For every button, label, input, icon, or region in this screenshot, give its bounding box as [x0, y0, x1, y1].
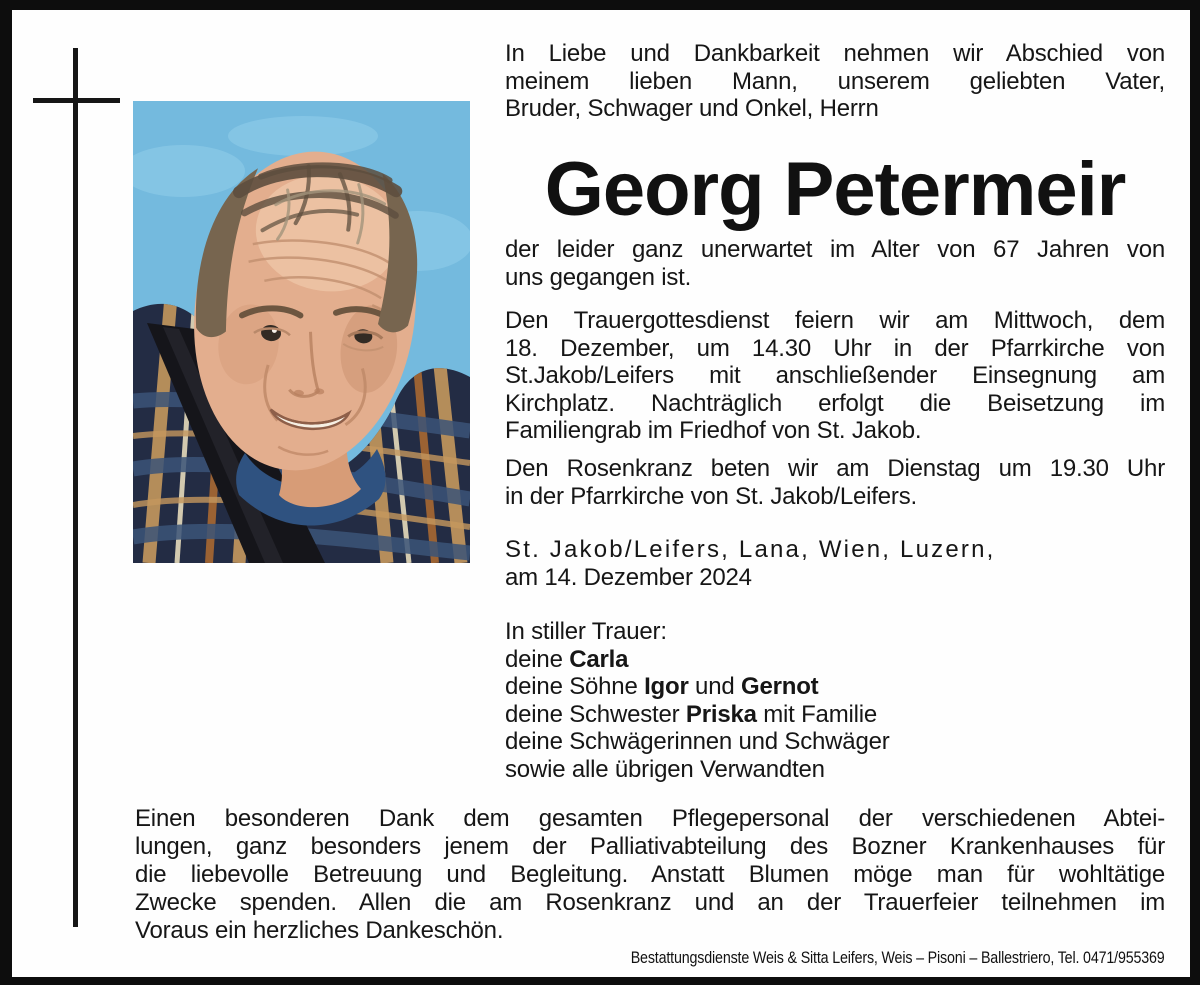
death-line: uns gegangen ist.: [505, 263, 692, 291]
places-line: St. Jakob/Leifers, Lana, Wien, Luzern,: [505, 536, 996, 563]
portrait-illustration: [133, 101, 470, 563]
thanks-line: lungen, ganz besonders jenem der Palliativabteilung des Bozner Krankenhauses für: [135, 833, 1165, 860]
intro-line: meinem lieben Mann, unserem geliebten Vater,: [505, 67, 1165, 95]
intro-paragraph: [505, 40, 1165, 123]
funeral-home-line: Bestattungsdienste Weis & Sitta Leifers, Weis – Pisoni – Ballestriero, Tel. 0471/955369: [631, 948, 1165, 967]
cross-vertical-bar: [73, 48, 78, 927]
mourners-block: [505, 618, 1165, 783]
thanks-line: Einen besonderen Dank dem gesamten Pflegepersonal der verschiedenen Abtei-: [135, 805, 1165, 832]
portrait-photo: [133, 101, 470, 563]
rosary-line: Den Rosenkranz beten wir am Dienstag um 19.30 Uhr: [505, 455, 1165, 482]
service-line: St.Jakob/Leifers mit anschließender Einsegnung am: [505, 362, 1165, 389]
intro-line: Bruder, Schwager und Onkel, Herrn: [505, 95, 879, 122]
death-line: der leider ganz unerwartet im Alter von 67 Jahren von: [505, 236, 1165, 263]
service-paragraph: [505, 307, 1165, 445]
date-line: am 14. Dezember 2024: [505, 563, 752, 591]
service-line: Kirchplatz. Nachträglich erfolgt die Beisetzung im: [505, 389, 1165, 417]
deceased-name: Georg Petermeir: [544, 147, 1126, 232]
cross-horizontal-bar: [33, 98, 120, 103]
thanks-line: Voraus ein herzliches Dankeschön.: [135, 917, 504, 944]
mourner-line: deine Carla: [505, 645, 629, 673]
thanks-paragraph: [135, 805, 1165, 945]
mourner-line: sowie alle übrigen Verwandten: [505, 755, 825, 783]
mourner-line: deine Söhne Igor und Gernot: [505, 673, 819, 700]
service-line: Familiengrab im Friedhof von St. Jakob.: [505, 417, 922, 444]
death-paragraph: [505, 236, 1165, 291]
service-line: 18. Dezember, um 14.30 Uhr in der Pfarrkirche von: [505, 334, 1165, 362]
thanks-line: die liebevolle Betreuung und Begleitung. Anstatt Blumen möge man für wohltätige: [135, 861, 1165, 888]
rosary-line: in der Pfarrkirche von St. Jakob/Leifers.: [505, 482, 917, 510]
service-line: Den Trauergottesdienst feiern wir am Mittwoch, dem: [505, 307, 1165, 334]
mourning-header: In stiller Trauer:: [505, 618, 667, 645]
places-date-block: [505, 536, 1165, 591]
rosary-paragraph: [505, 455, 1165, 510]
mourner-line: deine Schwägerinnen und Schwäger: [505, 728, 890, 755]
intro-line: In Liebe und Dankbarkeit nehmen wir Abschied von: [505, 40, 1165, 67]
thanks-line: Zwecke spenden. Allen die am Rosenkranz und an der Trauerfeier teilnehmen im: [135, 889, 1165, 916]
mourner-line: deine Schwester Priska mit Familie: [505, 700, 878, 728]
